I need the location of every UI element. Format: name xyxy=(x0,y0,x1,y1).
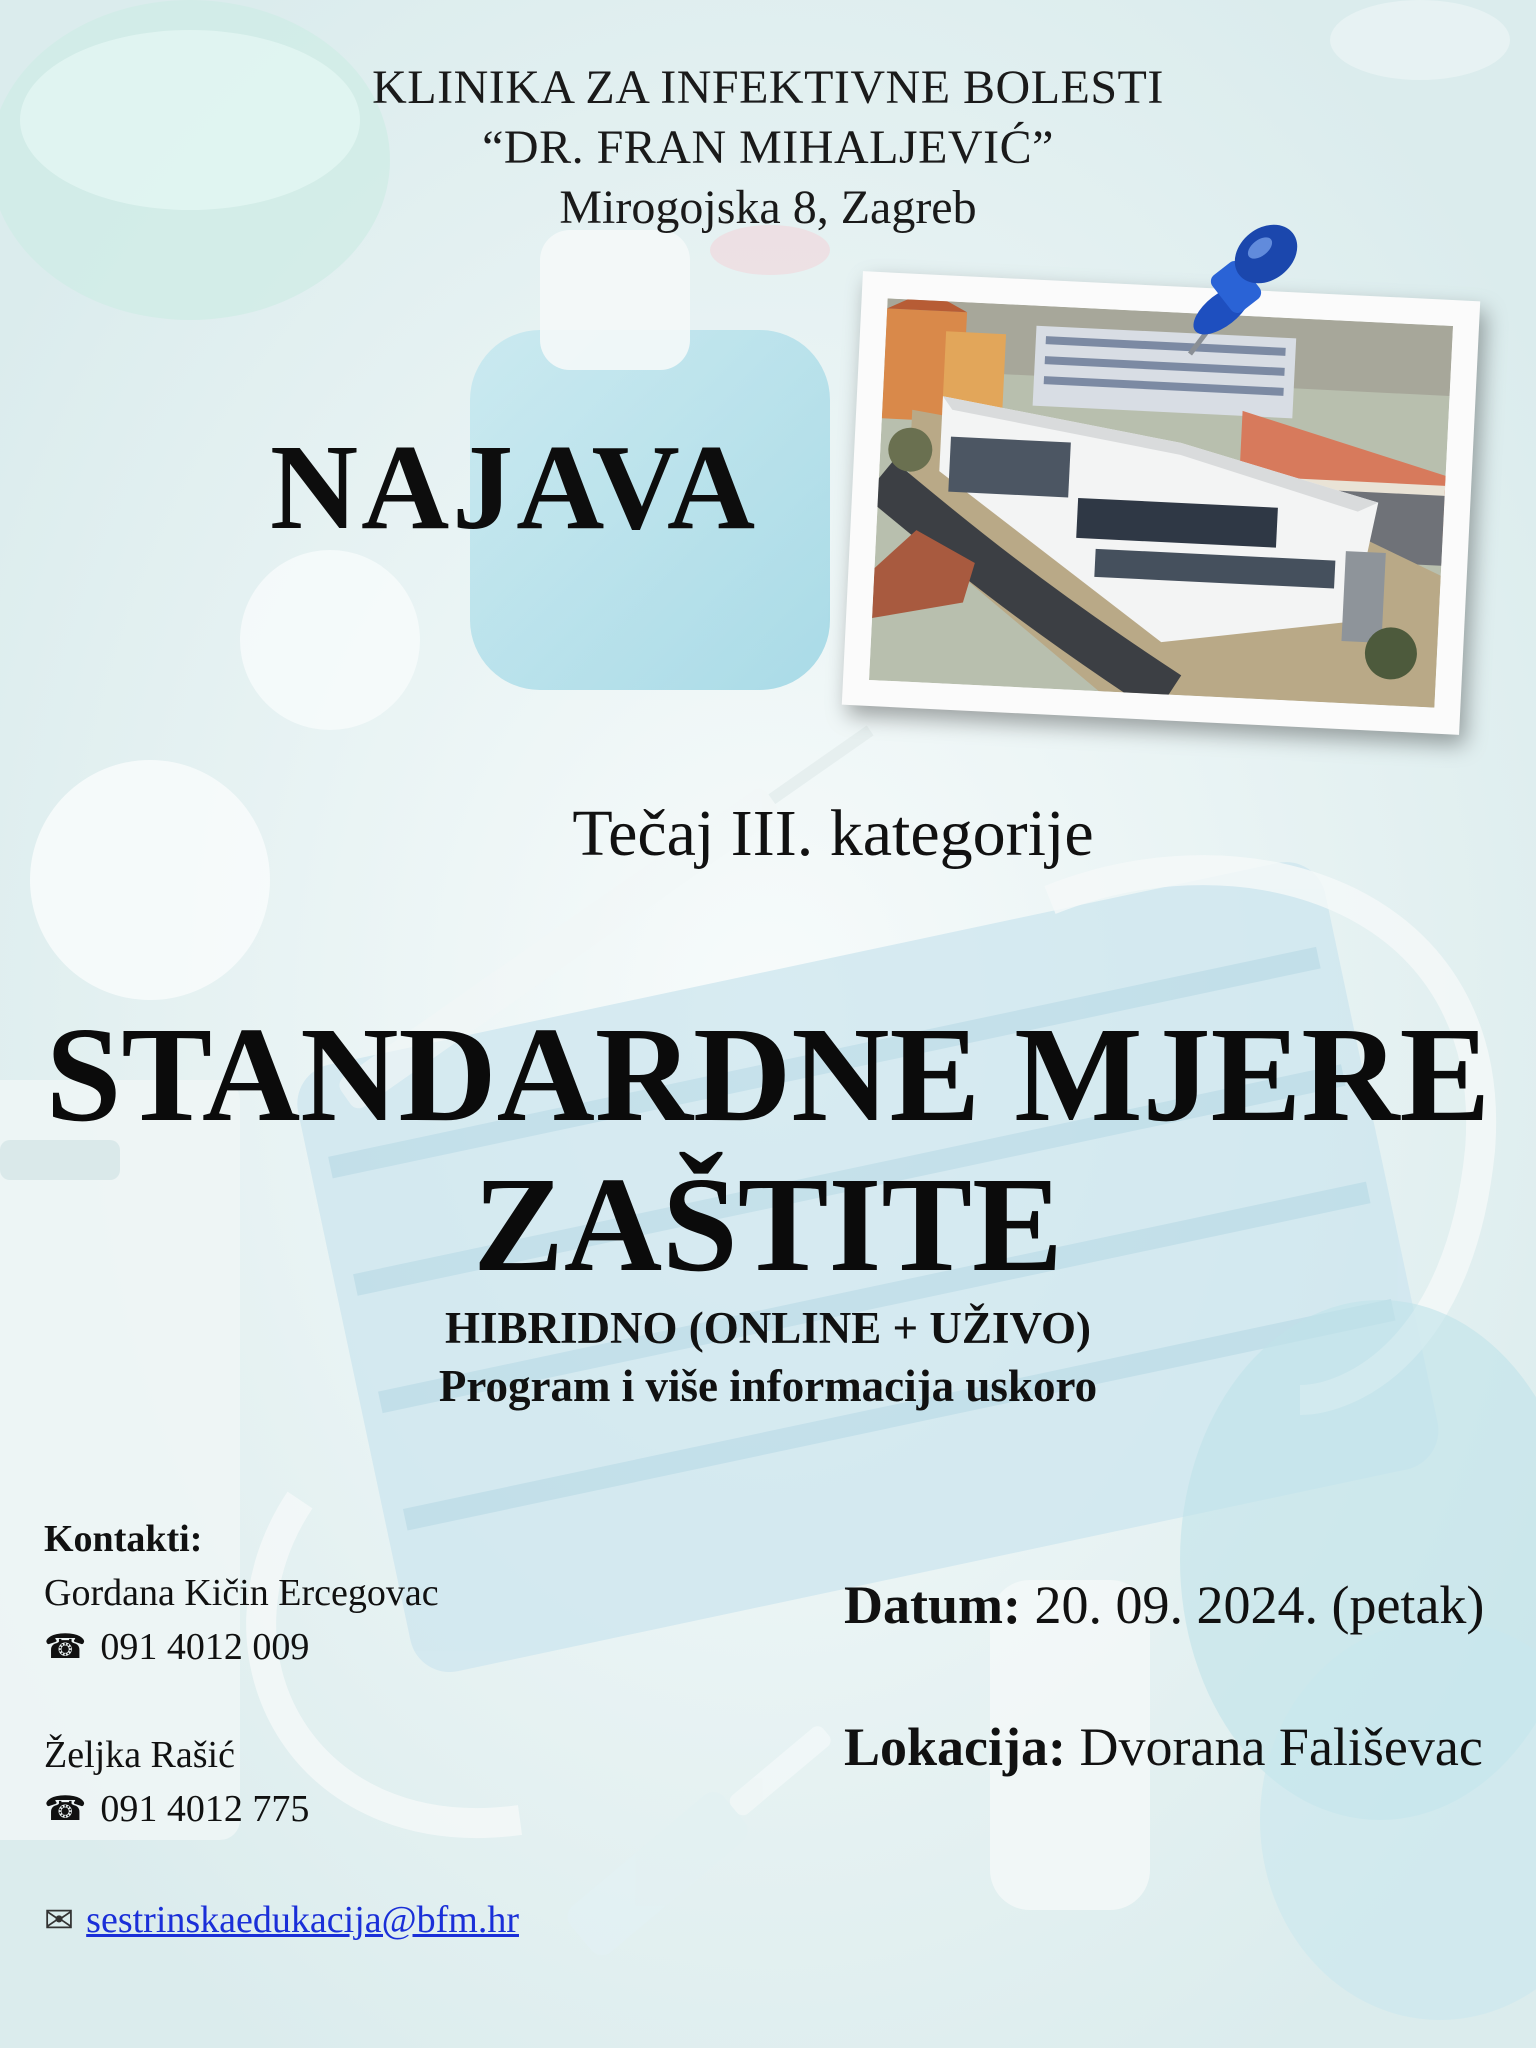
course-title-line1: STANDARDNE MJERE xyxy=(45,1000,1491,1150)
contact-phone[interactable]: 091 4012 775 xyxy=(100,1788,310,1830)
contact-phone[interactable]: 091 4012 009 xyxy=(100,1626,310,1668)
course-format: HIBRIDNO (ONLINE + UŽIVO) xyxy=(444,1303,1092,1353)
envelope-icon: ✉ xyxy=(44,1899,75,1941)
email-row xyxy=(44,1898,519,1942)
institution-name: KLINIKA ZA INFEKTIVNE BOLESTI xyxy=(372,61,1164,114)
contacts-block xyxy=(44,1512,439,1836)
email-link[interactable]: sestrinskaedukacija@bfm.hr xyxy=(86,1899,519,1941)
contact-phone-row xyxy=(44,1620,439,1674)
program-note: Program i više informacija uskoro xyxy=(438,1361,1098,1411)
institution-subname: “DR. FRAN MIHALJEVIĆ” xyxy=(482,121,1054,174)
header xyxy=(0,58,1536,238)
date-value: 20. 09. 2024. (petak) xyxy=(1034,1575,1485,1635)
course-title-line2: ZAŠTITE xyxy=(473,1150,1063,1300)
contact-name: Željka Rašić xyxy=(44,1734,235,1776)
contacts-label: Kontakti: xyxy=(44,1518,203,1560)
announcement-heading: NAJAVA xyxy=(270,420,759,555)
date-label: Datum: xyxy=(844,1575,1021,1635)
pushpin-icon xyxy=(1150,214,1310,374)
contact-phone-row xyxy=(44,1782,439,1836)
course-category: Tečaj III. kategorije xyxy=(572,797,1094,870)
contact-name: Gordana Kičin Ercegovac xyxy=(44,1572,439,1614)
location-value: Dvorana Fališevac xyxy=(1079,1717,1483,1777)
event-date xyxy=(844,1574,1484,1636)
course-title xyxy=(0,1000,1536,1300)
event-location xyxy=(844,1716,1483,1778)
institution-address: Mirogojska 8, Zagreb xyxy=(559,181,977,234)
telephone-icon: ☎ xyxy=(44,1789,87,1829)
location-label: Lokacija: xyxy=(844,1717,1066,1777)
telephone-icon: ☎ xyxy=(44,1627,87,1667)
